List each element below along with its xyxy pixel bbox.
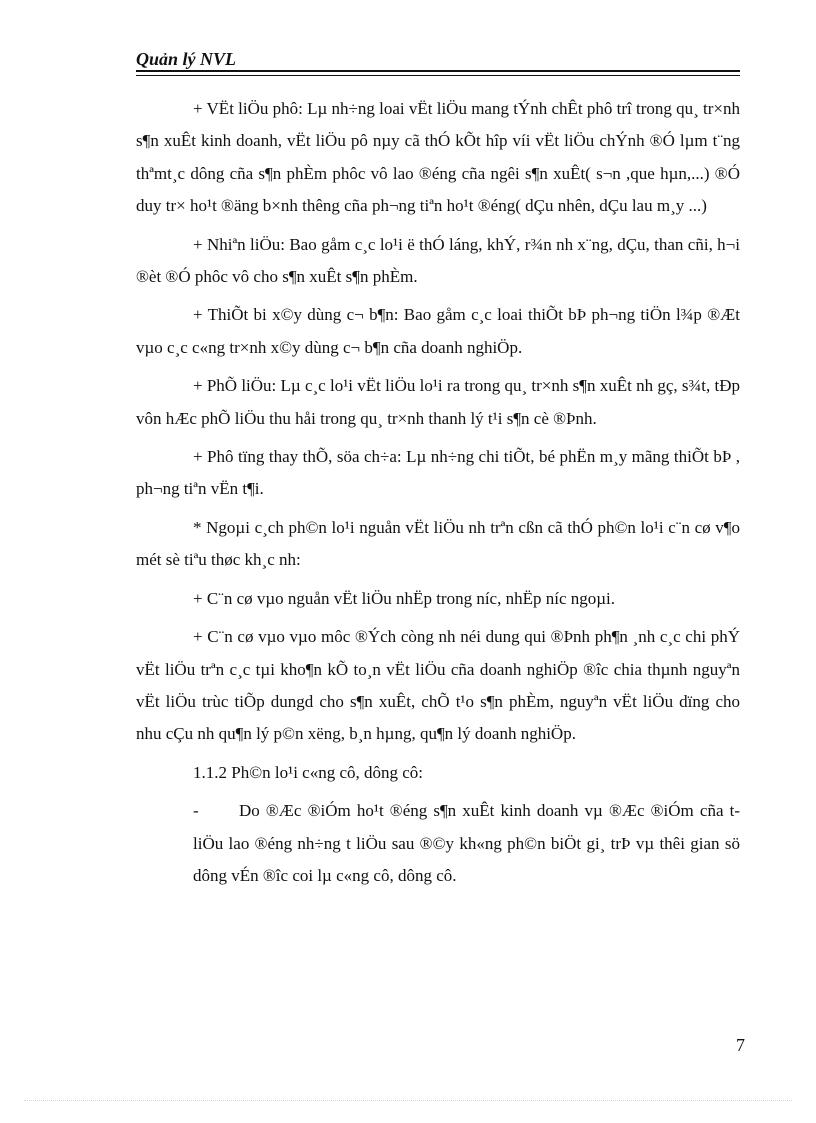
paragraph-phu-tung: + Phô tïng thay thÕ, söa ch÷a: Lµ nh÷ng chi tiÕt, bé phËn m¸y mãng thiÕt bÞ , ph¬ng tiªn vËn t¶i. [136,447,740,499]
section-heading-1-1-2: 1.1.2 Ph©n lo¹i c«ng cô, dông cô: [193,762,424,782]
bullet-paragraph-text: Do ®Æc ®iÓm ho¹t ®éng s¶n xuÊt kinh doanh vµ ®Æc ®iÓm cña t liÖu lao ®éng nh÷ng t liÖu sau ®©y kh«ng ph©n biÖt gi¸ trÞ vµ thêi gian sö dông vÉn ®îc coi lµ c«ng cô, dông cô. [193,801,740,885]
document-body [136,93,740,898]
paragraph-phe-lieu: + PhÕ liÖu: Lµ c¸c lo¹i vËt liÖu lo¹i ra trong qu¸ tr×nh s¶n xuÊt nh gç, s¾t, tÐp vôn hÆc phÕ liÖu thu håi trong qu¸ tr×nh thanh lý t¹i s¶n cè ®Þnh. [136,376,740,428]
page-bottom-divider [24,1100,792,1101]
bullet-dash: - [193,801,199,821]
paragraph-can-cu-muc-dich: + C¨n cø vµo vµo môc ®Ých còng nh néi dung qui ®Þnh ph¶n ¸nh c¸c chi phÝ vËt liÖu trªn c¸c tµi kho¶n kÕ to¸n vËt liÖu cña doanh nghiÖp ®îc chia thµnh nguyªn vËt liÖu trùc tiÕp dungd cho s¶n xuÊt, chÕ t¹o s¶n phÈm, nguyªn vËt liÖu dïng cho nhu cÇu nh qu¶n lý p©n xëng, b¸n hµng, qu¶n lý doanh nghiÖp. [136,627,740,744]
paragraph-nhien-lieu: + Nhiªn liÖu: Bao gåm c¸c lo¹i ë thÓ láng, khÝ, r¾n nh x¨ng, dÇu, than cñi, h¬i ®èt ®Ó phôc vô cho s¶n xuÊt s¶n phÈm. [136,234,740,287]
bullet-paragraph [136,795,740,892]
header-title: Quản lý NVL [136,49,237,69]
paragraph-ngoai-cach: * Ngoµi c¸ch ph©n lo¹i nguån vËt liÖu nh trªn cßn cã thÓ ph©n lo¹i c¨n cø v¶o mét sè tiªu thøc kh¸c nh: [136,517,740,570]
page-number: 7 [736,1035,745,1055]
paragraph-can-cu-nguon: + C¨n cø vµo nguån vËt liÖu nhËp trong níc, nhËp níc ngoµi. [193,588,616,608]
header-rule-thick [136,70,740,72]
paragraph-thiet-bi: + ThiÕt bi x©y dùng c¬ b¶n: Bao gåm c¸c loai thiÕt bÞ ph¬ng tiÖn l¾p ®Æt vµo c¸c c«ng tr×nh x©y dùng c¬ b¶n cña doanh nghiÖp. [136,305,740,357]
header-rule-thin [136,75,740,76]
paragraph-vat-lieu-phu: + VËt liÖu phô: Lµ nh÷ng loai vËt liÖu mang tÝnh chÊt phô trî trong qu¸ tr×nh s¶n xuÊt kinh doanh, vËt liÖu pô nµy cã thÓ kÕt hîp víi vËt liÖu chÝnh ®Ó lµm t¨ng thªmt¸c dông cña s¶n phÈm phôc vô lao ®éng cña ngêi s¶n xuÊt( s¬n ,que hµn,...) ®Ó duy tr× ho¹t ®äng b×nh thêng cña ph¬ng tiªn ho¹t ®éng( dÇu nhên, dÇu lau m¸y ...) [136,99,740,216]
page-header [136,48,740,70]
